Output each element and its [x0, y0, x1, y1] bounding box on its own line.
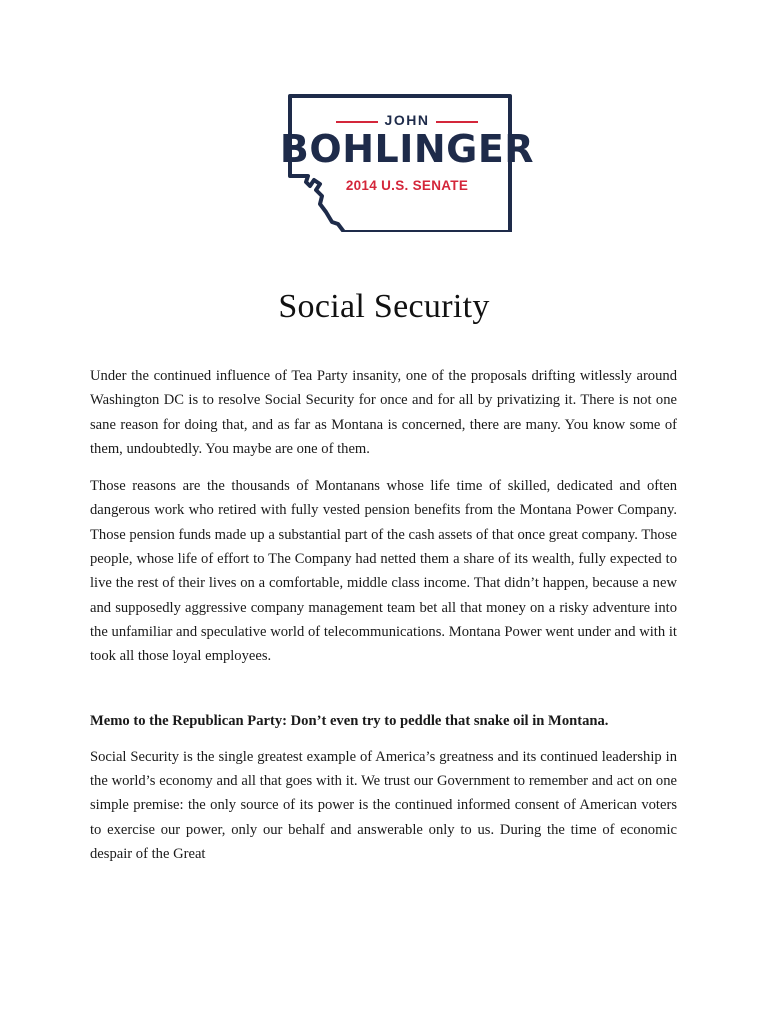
paragraph: Under the continued influence of Tea Party insanity, one of the proposals drifting witlessly around Washington DC is to resolve Social Security for once and for all by privatizing it. There is not one sane reason for doing that, and as far as Montana is concerned, there are many. You know some of them, undoubtedly. You maybe are one of them. [90, 368, 677, 457]
paragraph: Social Security is the single greatest example of America’s greatness and its continued leadership in the world’s economy and all that goes with it. We trust our Government to remember and act on one simple premise: the only source of its power is the continued informed consent of American voters to exercise our power, only our behalf and answerable only to us. During the time of economic despair of the Great [90, 748, 677, 863]
paragraph: Those reasons are the thousands of Montanans whose life time of skilled, dedicated and often dangerous work who retired with fully vested pension benefits from the Montana Power Company. Those pension funds made up a substantial part of the cash assets of that once great company. Those people, whose life of effort to The Company had netted them a share of its wealth, fully expected to live the rest of their lives on a comfortable, middle class income. That didn’t happen, because a new and supposedly aggressive company management team bet all that money on a risky adventure into the unfamiliar and speculative world of telecommunications. Montana Power went under and with it took all those loyal employees. [90, 478, 677, 665]
page-title: Social Security [278, 288, 490, 325]
logo-first-name: JOHN [384, 112, 430, 128]
campaign-logo [276, 92, 538, 232]
logo-surname: BOHLINGER [279, 127, 535, 171]
memo-heading: Memo to the Republican Party: Don’t even try to peddle that snake oil in Montana. [90, 712, 609, 729]
document-body [90, 364, 677, 879]
logo-race: 2014 U.S. SENATE [345, 178, 469, 193]
